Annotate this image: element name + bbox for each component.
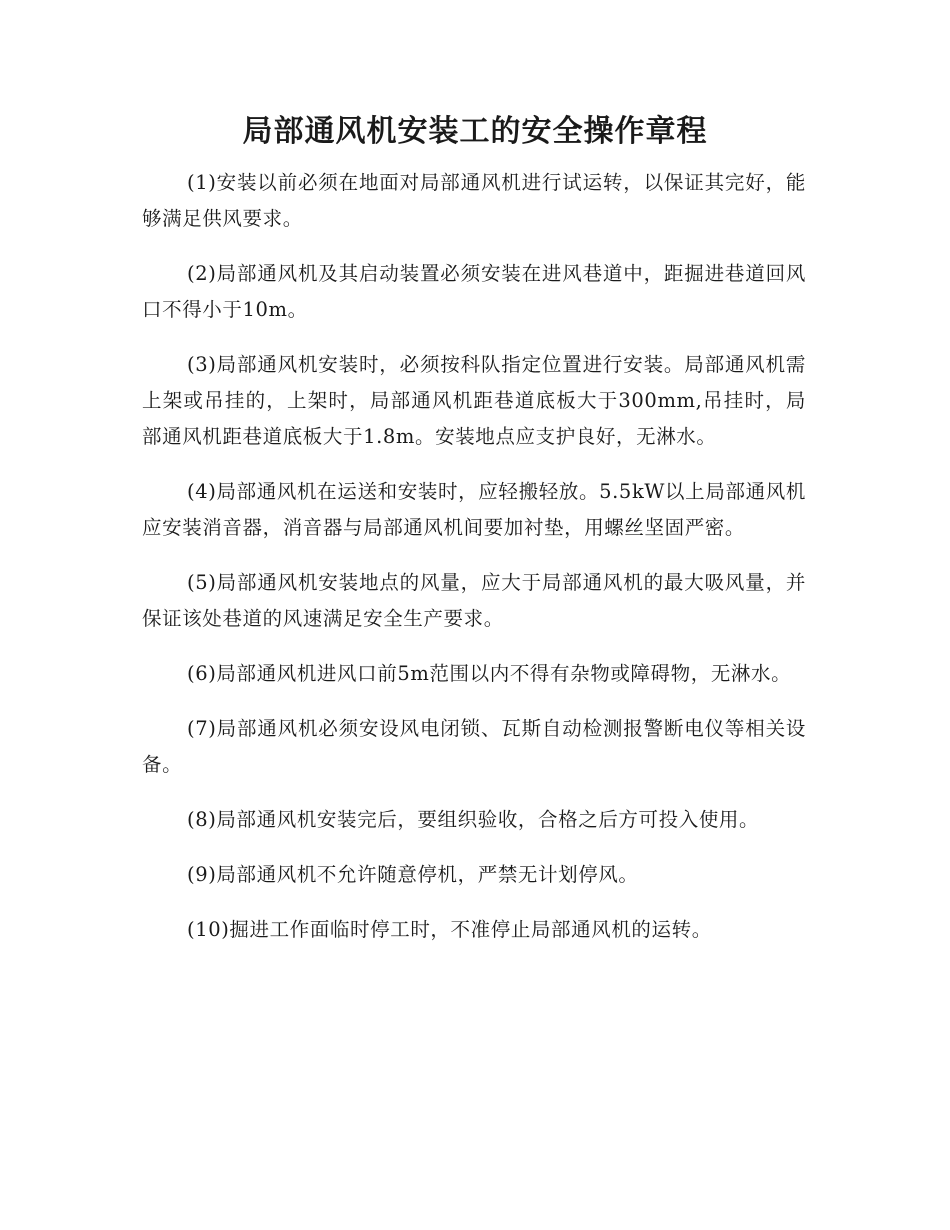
paragraph-10: (10)掘进工作面临时停工时，不准停止局部通风机的运转。 [187, 918, 712, 941]
paragraph-1: (1)安装以前必须在地面对局部通风机进行试运转，以保证其完好，能够满足供风要求。 [142, 171, 806, 230]
paragraph-7: (7)局部通风机必须安设风电闭锁、瓦斯自动检测报警断电仪等相关设备。 [142, 717, 806, 776]
paragraph-6: (6)局部通风机进风口前5m范围以内不得有杂物或障碍物，无淋水。 [187, 662, 792, 685]
paragraph-3: (3)局部通风机安装时，必须按科队指定位置进行安装。局部通风机需上架或吊挂的，上架时，局部通风机距巷道底板大于300mm,吊挂时，局部通风机距巷道底板大于1.8m。安装地点应支护良好，无淋水。 [142, 353, 806, 448]
paragraph-9: (9)局部通风机不允许随意停机，严禁无计划停风。 [187, 863, 639, 886]
document-title: 局部通风机安装工的安全操作章程 [242, 114, 708, 149]
paragraph-2: (2)局部通风机及其启动装置必须安装在进风巷道中，距掘进巷道回风口不得小于10m。 [142, 262, 806, 321]
paragraph-5: (5)局部通风机安装地点的风量，应大于局部通风机的最大吸风量，并保证该处巷道的风速满足安全生产要求。 [142, 571, 806, 630]
paragraph-4: (4)局部通风机在运送和安装时，应轻搬轻放。5.5kW以上局部通风机应安装消音器，消音器与局部通风机间要加衬垫，用螺丝坚固严密。 [142, 480, 806, 539]
paragraph-8: (8)局部通风机安装完后，要组织验收，合格之后方可投入使用。 [187, 808, 760, 831]
document-body [142, 165, 806, 967]
